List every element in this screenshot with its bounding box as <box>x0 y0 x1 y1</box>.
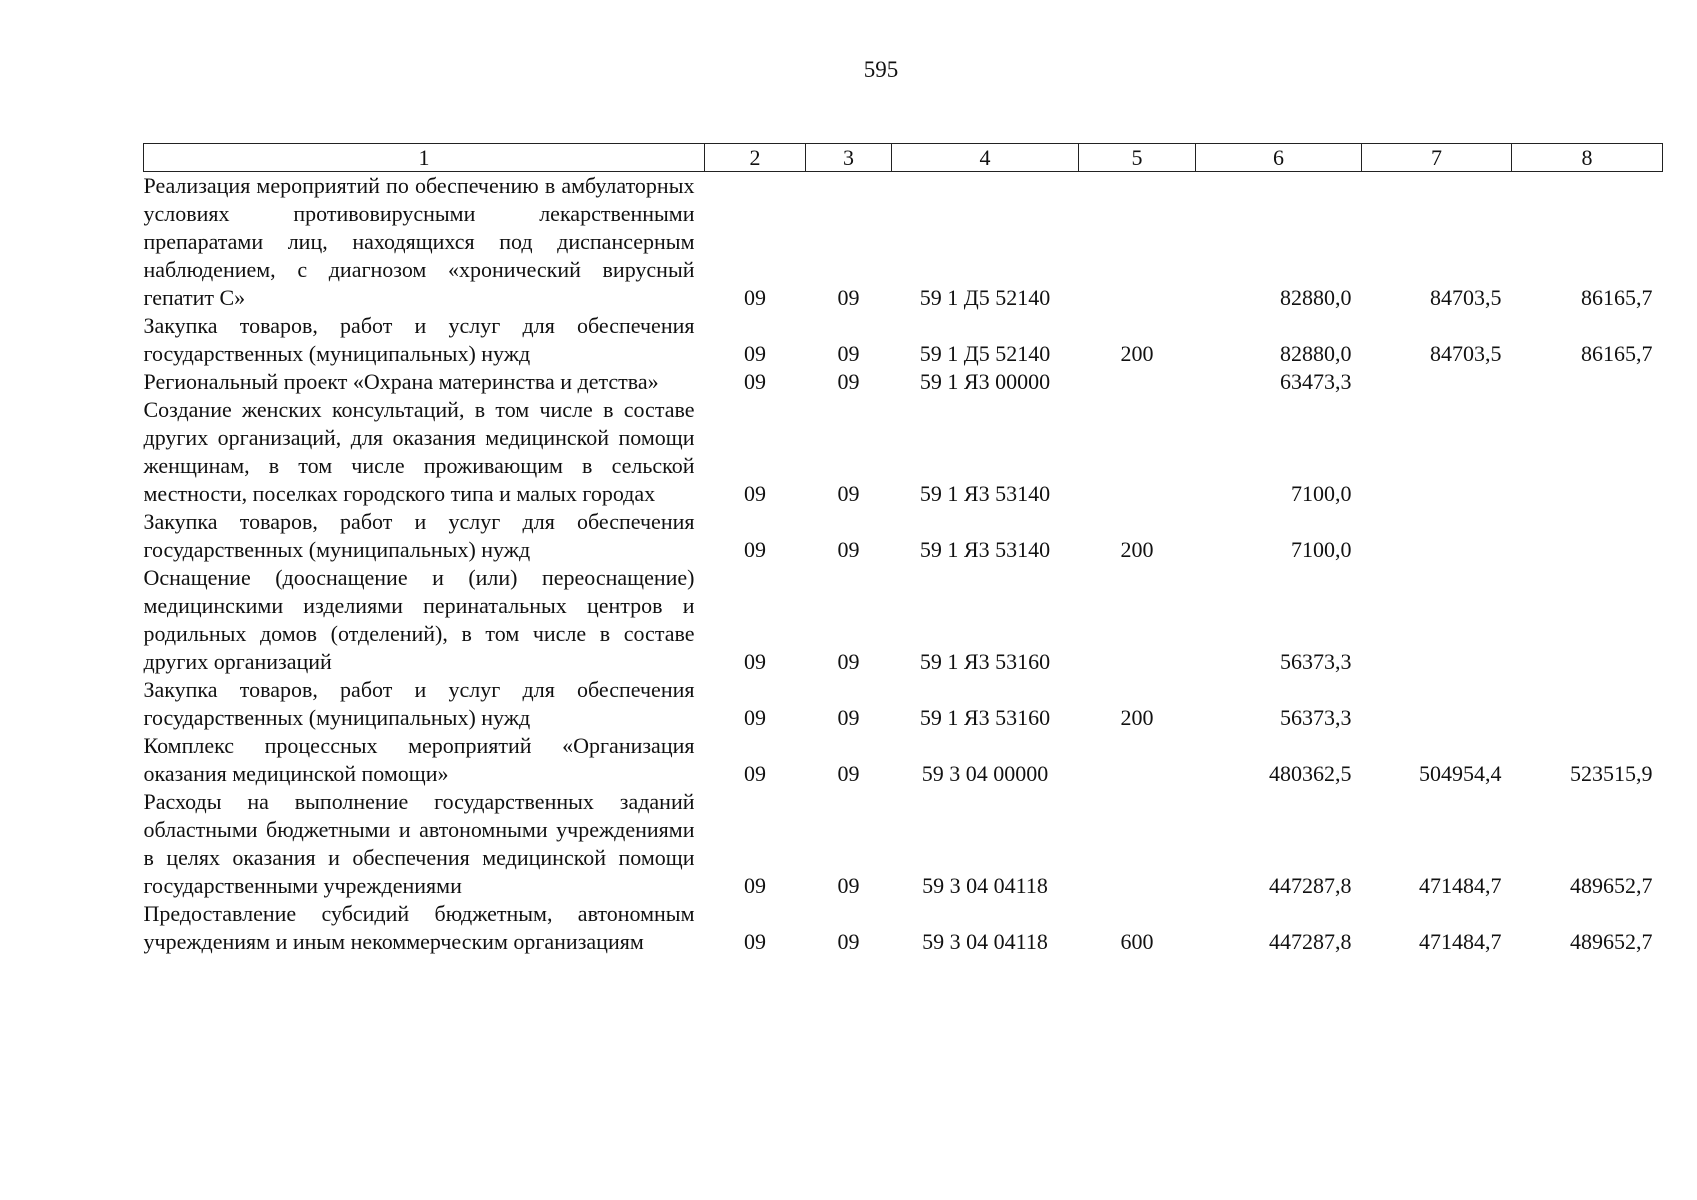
column-header-8: 8 <box>1512 144 1663 172</box>
column-header-3: 3 <box>806 144 892 172</box>
amount-year-3: 523515,9 <box>1570 761 1653 786</box>
row-description: Комплекс процессных мероприятий «Организация оказания медицинской помощи» <box>143 733 695 786</box>
amount-year-3: 489652,7 <box>1570 929 1653 954</box>
section-code: 09 <box>744 873 766 898</box>
section-code: 09 <box>744 761 766 786</box>
amount-year-1: 7100,0 <box>1291 537 1352 562</box>
row-description: Закупка товаров, работ и услуг для обеспечения государственных (муниципальных) нужд <box>143 313 695 366</box>
target-article-code: 59 1 Д5 52140 <box>919 285 1051 310</box>
section-code: 09 <box>744 481 766 506</box>
amount-year-1: 447287,8 <box>1269 929 1352 954</box>
amount-year-3: 86165,7 <box>1581 285 1653 310</box>
expense-type-code <box>1079 396 1196 508</box>
amount-year-1: 82880,0 <box>1280 341 1352 366</box>
amount-year-2: 471484,7 <box>1419 929 1502 954</box>
amount-year-1: 56373,3 <box>1280 649 1352 674</box>
row-description: Расходы на выполнение государственных заданий областными бюджетными и автономными учреждениями в целях оказания и обеспечения медицинской помощи государственными учреждениями <box>143 789 695 898</box>
amount-year-1: 82880,0 <box>1280 285 1352 310</box>
column-header-7: 7 <box>1362 144 1512 172</box>
amount-year-2 <box>1362 396 1512 508</box>
target-article-code: 59 3 04 00000 <box>921 761 1049 786</box>
amount-year-1: 447287,8 <box>1269 873 1352 898</box>
table-row <box>144 396 1663 508</box>
row-description: Предоставление субсидий бюджетным, автономным учреждениям и иным некоммерческим организациям <box>143 901 695 954</box>
expense-type-code: 200 <box>1120 341 1154 366</box>
row-description: Закупка товаров, работ и услуг для обеспечения государственных (муниципальных) нужд <box>143 509 695 562</box>
expense-type-code: 200 <box>1120 537 1154 562</box>
table-row <box>144 172 1663 313</box>
column-header-2: 2 <box>705 144 806 172</box>
subsection-code: 09 <box>837 341 860 366</box>
amount-year-2: 84703,5 <box>1430 341 1502 366</box>
column-header-1: 1 <box>144 144 705 172</box>
amount-year-3: 489652,7 <box>1570 873 1653 898</box>
section-code: 09 <box>744 341 766 366</box>
section-code: 09 <box>744 369 766 394</box>
expense-type-code: 200 <box>1120 705 1154 730</box>
expense-type-code <box>1079 788 1196 900</box>
amount-year-2: 504954,4 <box>1419 761 1502 786</box>
expense-type-code <box>1079 564 1196 676</box>
amount-year-3: 86165,7 <box>1581 341 1653 366</box>
amount-year-1: 56373,3 <box>1280 705 1352 730</box>
amount-year-2 <box>1362 676 1512 732</box>
section-code: 09 <box>744 285 766 310</box>
amount-year-3 <box>1512 396 1663 508</box>
amount-year-2 <box>1362 564 1512 676</box>
target-article-code: 59 1 Я3 53160 <box>919 705 1051 730</box>
subsection-code: 09 <box>837 481 860 506</box>
subsection-code: 09 <box>837 537 860 562</box>
table-row <box>144 676 1663 732</box>
subsection-code: 09 <box>837 369 860 394</box>
amount-year-3 <box>1512 564 1663 676</box>
subsection-code: 09 <box>837 929 860 954</box>
target-article-code: 59 1 Я3 53140 <box>919 481 1051 506</box>
row-description: Региональный проект «Охрана материнства и детства» <box>143 369 659 394</box>
expense-type-code <box>1079 732 1196 788</box>
table-body <box>144 172 1663 957</box>
row-description: Оснащение (дооснащение и (или) переоснащение) медицинскими изделиями перинатальных центров и родильных домов (отделений), в том числе в составе других организаций <box>143 565 695 674</box>
amount-year-1: 480362,5 <box>1269 761 1352 786</box>
expense-type-code <box>1079 172 1196 313</box>
header-row <box>144 144 1663 172</box>
amount-year-1: 63473,3 <box>1280 369 1352 394</box>
target-article-code: 59 1 Я3 53140 <box>919 537 1051 562</box>
table-row <box>144 508 1663 564</box>
target-article-code: 59 1 Д5 52140 <box>919 341 1051 366</box>
row-description: Реализация мероприятий по обеспечению в амбулаторных условиях противовирусными лекарственными препаратами лиц, находящихся под диспансерным наблюдением, с диагнозом «хронический вирусный гепатит С» <box>143 173 695 310</box>
row-description: Создание женских консультаций, в том числе в составе других организаций, для оказания медицинской помощи женщинам, в том числе проживающим в сельской местности, поселках городского типа и малых городах <box>143 397 695 506</box>
page-number: 595 <box>863 57 899 82</box>
table-row <box>144 312 1663 368</box>
subsection-code: 09 <box>837 873 860 898</box>
amount-year-2: 84703,5 <box>1430 285 1502 310</box>
row-description: Закупка товаров, работ и услуг для обеспечения государственных (муниципальных) нужд <box>143 677 695 730</box>
section-code: 09 <box>744 649 766 674</box>
table-row <box>144 732 1663 788</box>
amount-year-3 <box>1512 676 1663 732</box>
amount-year-3 <box>1512 508 1663 564</box>
subsection-code: 09 <box>837 649 860 674</box>
table-row <box>144 564 1663 676</box>
table-row <box>144 368 1663 396</box>
section-code: 09 <box>744 705 766 730</box>
column-header-6: 6 <box>1196 144 1362 172</box>
target-article-code: 59 1 Я3 53160 <box>919 649 1051 674</box>
amount-year-3 <box>1512 368 1663 396</box>
expense-type-code <box>1079 368 1196 396</box>
subsection-code: 09 <box>837 761 860 786</box>
amount-year-2: 471484,7 <box>1419 873 1502 898</box>
amount-year-2 <box>1362 368 1512 396</box>
column-header-5: 5 <box>1079 144 1196 172</box>
target-article-code: 59 3 04 04118 <box>922 873 1048 898</box>
budget-table <box>143 143 1663 956</box>
table-header <box>144 144 1663 172</box>
target-article-code: 59 1 Я3 00000 <box>919 369 1051 394</box>
column-header-4: 4 <box>892 144 1079 172</box>
table-row <box>144 900 1663 956</box>
subsection-code: 09 <box>837 705 860 730</box>
amount-year-1: 7100,0 <box>1291 481 1352 506</box>
table-row <box>144 788 1663 900</box>
section-code: 09 <box>744 929 766 954</box>
amount-year-2 <box>1362 508 1512 564</box>
target-article-code: 59 3 04 04118 <box>922 929 1048 954</box>
subsection-code: 09 <box>837 285 860 310</box>
section-code: 09 <box>744 537 766 562</box>
expense-type-code: 600 <box>1120 929 1154 954</box>
